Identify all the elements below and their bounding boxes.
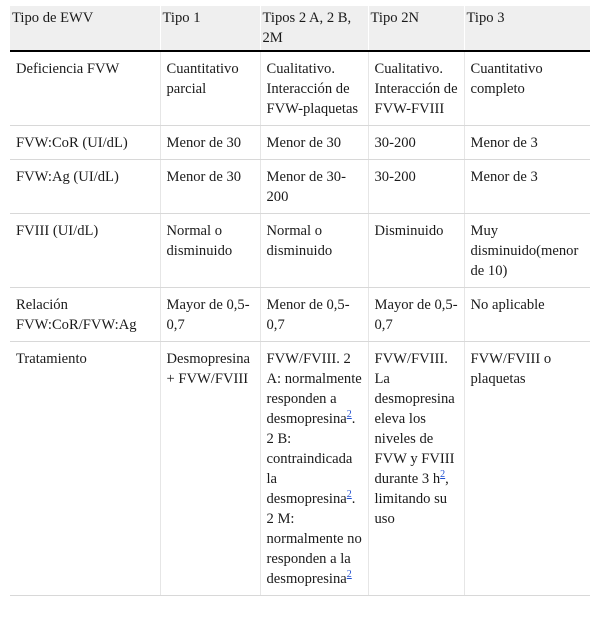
table-row: [10, 160, 590, 214]
table-row: [10, 126, 590, 160]
table-cell: Cuantitativo completo: [464, 51, 590, 126]
table-cell: Menor de 3: [464, 126, 590, 160]
table-cell: Menor de 30: [160, 126, 260, 160]
data-table-container: [10, 6, 590, 596]
table-cell: FVW:Ag (UI/dL): [10, 160, 160, 214]
table-row: [10, 51, 590, 126]
reference-link[interactable]: 2: [440, 469, 446, 481]
cell-text: FVW/FVIII. La desmopresina eleva los niveles de FVW y FVIII durante 3 h: [374, 351, 455, 487]
reference-link[interactable]: 2: [346, 409, 352, 421]
ewv-types-table: [10, 6, 590, 596]
table-cell: Menor de 3: [464, 160, 590, 214]
table-cell: 30-200: [368, 160, 464, 214]
table-row-treatment: [10, 342, 590, 596]
table-header-row: [10, 6, 590, 51]
table-cell: FVIII (UI/dL): [10, 214, 160, 288]
table-cell: Deficiencia FVW: [10, 51, 160, 126]
table-cell: Menor de 30: [260, 126, 368, 160]
table-cell: Cuantitativo parcial: [160, 51, 260, 126]
table-row: [10, 288, 590, 342]
table-cell: Mayor de 0,5-0,7: [368, 288, 464, 342]
table-cell: FVW:CoR (UI/dL): [10, 126, 160, 160]
header-cell: Tipos 2 A, 2 B, 2M: [260, 6, 368, 51]
table-cell: FVW/FVIII o plaquetas: [464, 342, 590, 596]
table-cell: Relación FVW:CoR/FVW:Ag: [10, 288, 160, 342]
table-row: [10, 214, 590, 288]
table-cell: Menor de 0,5-0,7: [260, 288, 368, 342]
table-cell: Tratamiento: [10, 342, 160, 596]
table-cell: 30-200: [368, 126, 464, 160]
header-cell: Tipo 1: [160, 6, 260, 51]
cell-text: FVW/FVIII. 2 A: normalmente responden a desmopresina: [266, 351, 362, 427]
table-cell: Cualitativo. Interacción de FVW-FVIII: [368, 51, 464, 126]
table-cell: Cualitativo. Interacción de FVW-plaquetas: [260, 51, 368, 126]
cell-text: , limitando su uso: [374, 471, 449, 527]
cell-text: . 2 M: normalmente no responden a la desmopresina: [266, 491, 362, 587]
header-cell: Tipo 2N: [368, 6, 464, 51]
reference-link[interactable]: 2: [346, 569, 352, 581]
table-cell: Menor de 30-200: [260, 160, 368, 214]
reference-link[interactable]: 2: [346, 489, 352, 501]
table-cell: Normal o disminuido: [160, 214, 260, 288]
table-cell: Desmopresina + FVW/FVIII: [160, 342, 260, 596]
header-cell: Tipo de EWV: [10, 6, 160, 51]
table-cell: Menor de 30: [160, 160, 260, 214]
table-cell: Normal o disminuido: [260, 214, 368, 288]
table-cell: Muy disminuido(menor de 10): [464, 214, 590, 288]
table-cell: [368, 342, 464, 596]
cell-text: . 2 B: contraindicada la desmopresina: [266, 411, 356, 507]
table-cell: [260, 342, 368, 596]
table-cell: No aplicable: [464, 288, 590, 342]
header-cell: Tipo 3: [464, 6, 590, 51]
table-cell: Disminuido: [368, 214, 464, 288]
table-cell: Mayor de 0,5-0,7: [160, 288, 260, 342]
